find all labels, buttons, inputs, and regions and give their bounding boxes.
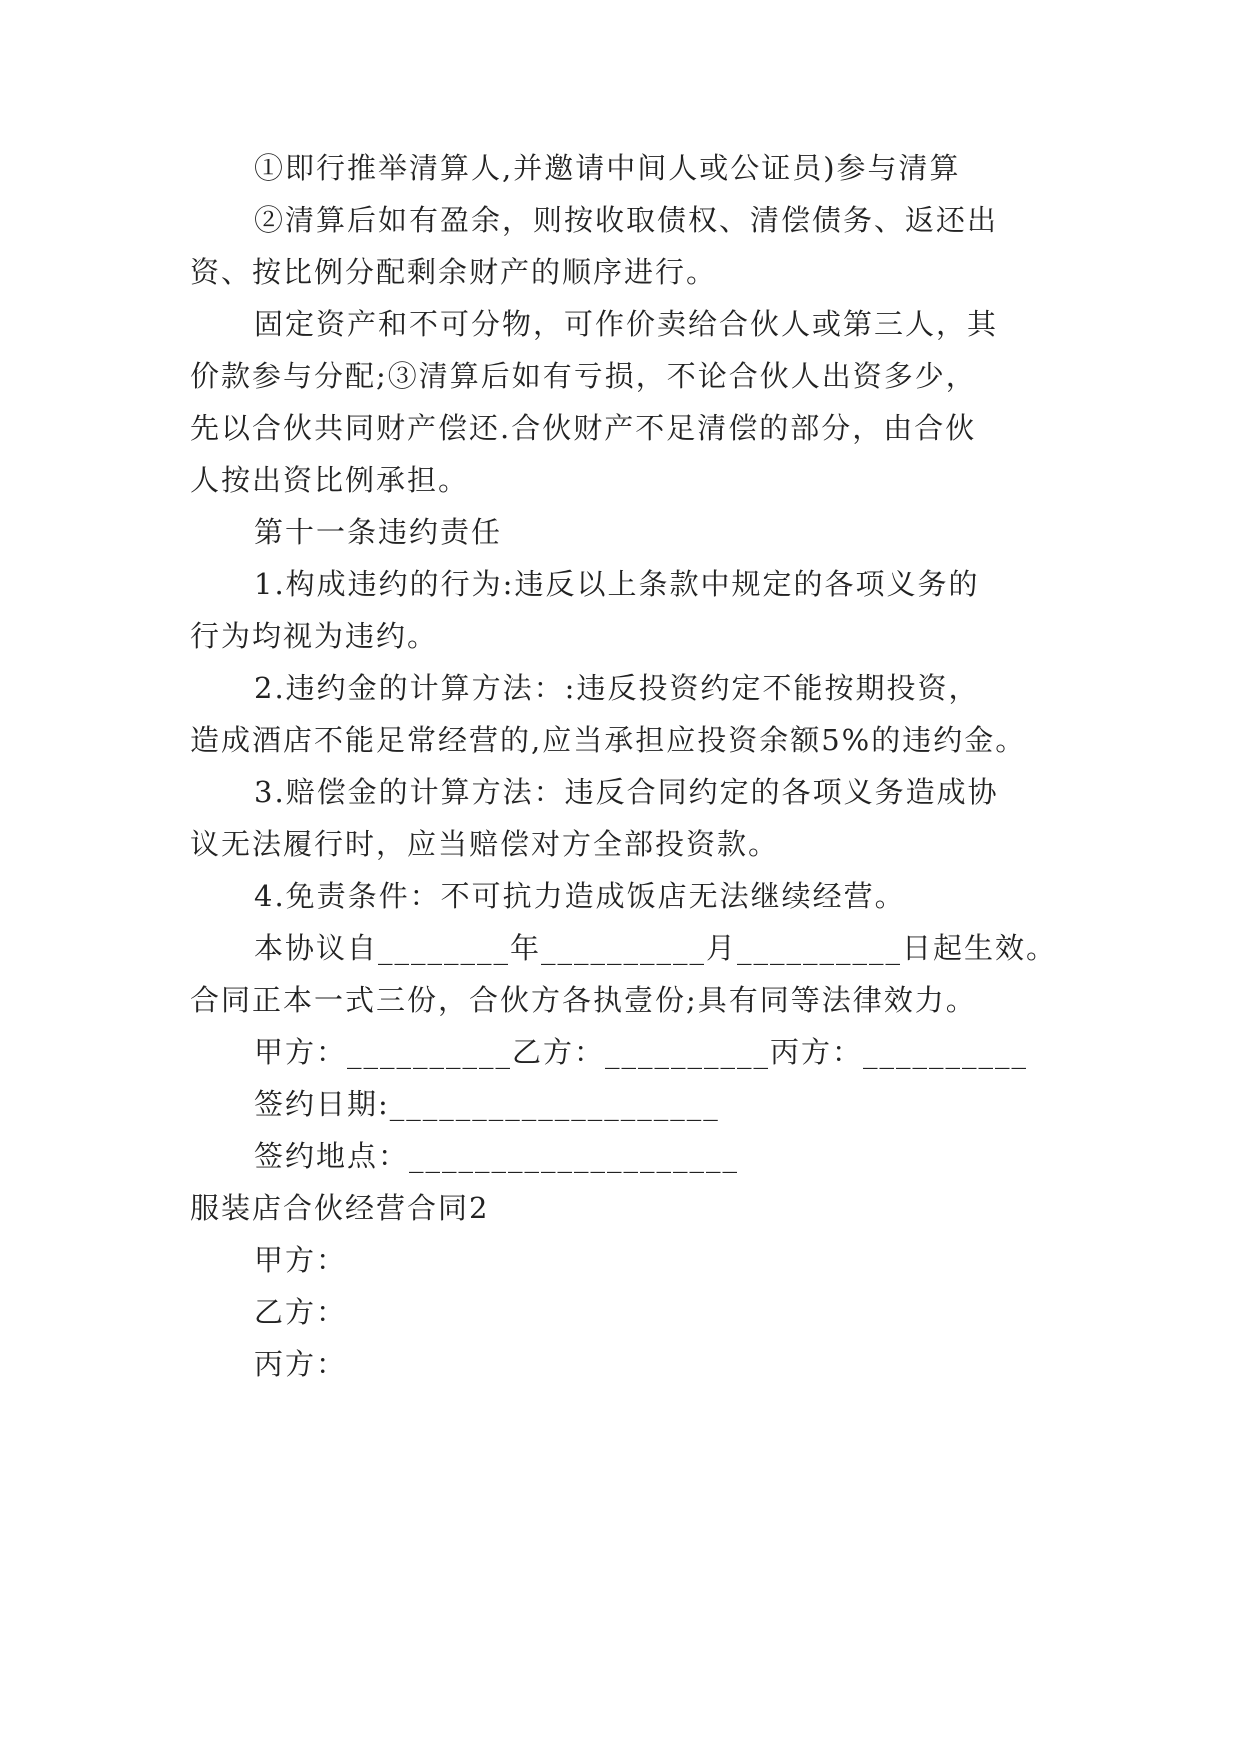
paragraph-line: 造成酒店不能足常经营的,应当承担应投资余额5%的违约金。 (190, 723, 1027, 757)
paragraph-line: 1.构成违约的行为:违反以上条款中规定的各项义务的 (254, 567, 980, 601)
party-b-label: 乙方： (254, 1295, 348, 1329)
paragraph-line: 先以合伙共同财产偿还.合伙财产不足清偿的部分，由合伙 (190, 411, 977, 445)
signature-parties-line: 甲方：__________乙方：__________丙方：__________ (254, 1035, 1029, 1069)
paragraph-line: 行为均视为违约。 (190, 619, 439, 653)
party-c-label: 丙方： (254, 1347, 348, 1381)
paragraph-line: ①即行推举清算人,并邀请中间人或公证员)参与清算 (254, 151, 961, 185)
document-title: 服装店合伙经营合同2 (190, 1191, 490, 1225)
paragraph-line: 资、按比例分配剩余财产的顺序进行。 (190, 255, 718, 289)
paragraph-line: 价款参与分配;③清算后如有亏损，不论合伙人出资多少， (190, 359, 977, 393)
paragraph-line: 3.赔偿金的计算方法：违反合同约定的各项义务造成协 (254, 775, 999, 809)
paragraph-line: 合同正本一式三份，合伙方各执壹份;具有同等法律效力。 (190, 983, 977, 1017)
signing-place-line: 签约地点：____________________ (254, 1139, 740, 1173)
paragraph-line: 固定资产和不可分物，可作价卖给合伙人或第三人，其 (254, 307, 999, 341)
party-a-label: 甲方： (254, 1243, 348, 1277)
section-heading: 第十一条违约责任 (254, 515, 503, 549)
paragraph-line: ②清算后如有盈余，则按收取债权、清偿债务、返还出 (254, 203, 999, 237)
paragraph-line: 2.违约金的计算方法：:违反投资约定不能按期投资， (254, 671, 980, 705)
effective-date-line: 本协议自________年__________月__________日起生效。 (254, 931, 1058, 965)
paragraph-line: 人按出资比例承担。 (190, 463, 470, 497)
signing-date-line: 签约日期:____________________ (254, 1087, 720, 1121)
paragraph-line: 4.免责条件：不可抗力造成饭店无法继续经营。 (254, 879, 906, 913)
paragraph-line: 议无法履行时，应当赔偿对方全部投资款。 (190, 827, 780, 861)
